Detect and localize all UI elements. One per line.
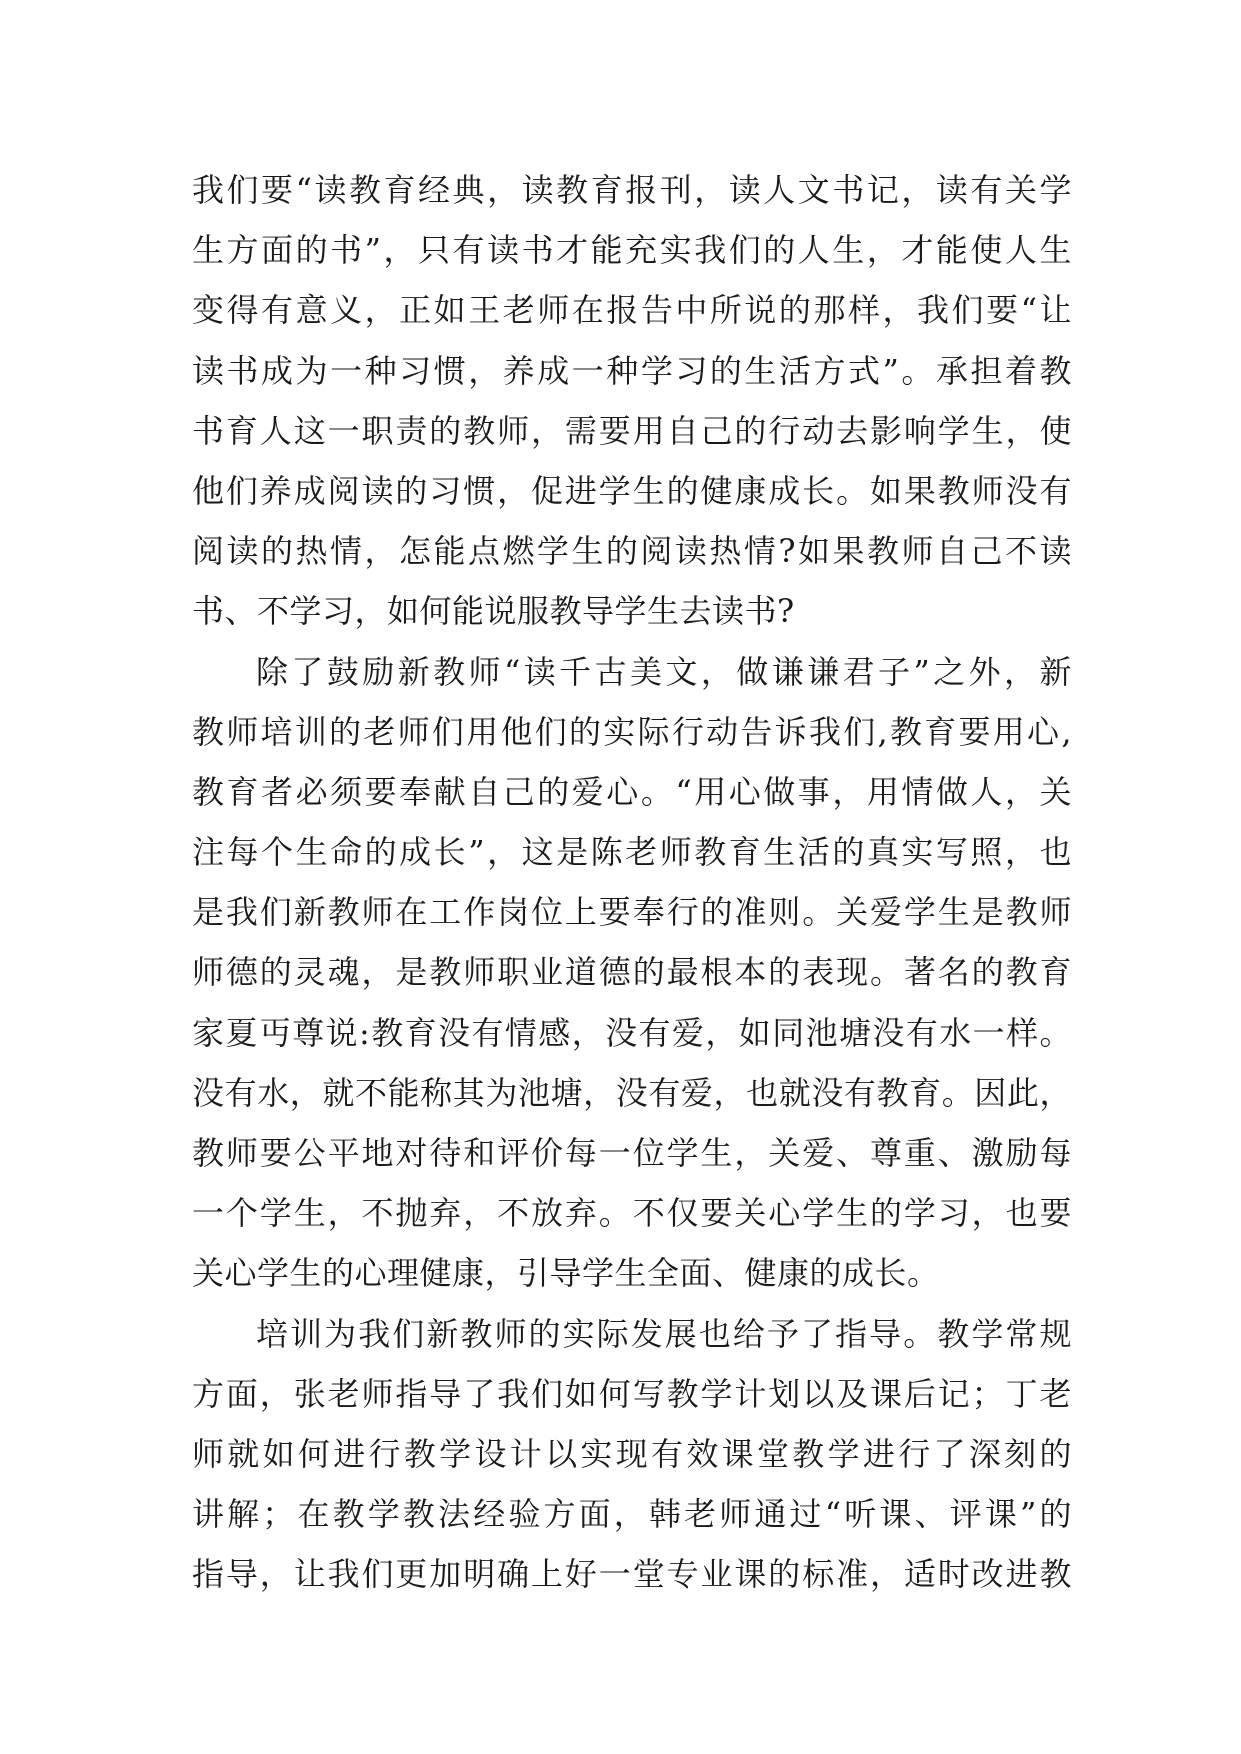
paragraph: [192, 160, 1072, 642]
text-line: 没有水，就不能称其为池塘，没有爱，也就没有教育。因此，: [192, 1073, 1072, 1112]
text-line: 变得有意义，正如王老师在报告中所说的那样，我们要“让: [192, 291, 1072, 330]
text-line: 书、不学习，如何能说服教导学生去读书?: [192, 592, 795, 631]
paragraph: [192, 1304, 1072, 1605]
text-line: 方面，张老师指导了我们如何写教学计划以及课后记；丁老: [192, 1374, 1072, 1413]
text-line: 家夏丏尊说:教育没有情感，没有爱，如同池塘没有水一样。: [192, 1013, 1072, 1052]
text-line: 一个学生，不抛弃，不放弃。不仅要关心学生的学习，也要: [192, 1194, 1072, 1233]
text-line: 讲解；在教学教法经验方面，韩老师通过“听课、评课”的: [192, 1495, 1072, 1534]
text-line: 师就如何进行教学设计以实现有效课堂教学进行了深刻的: [192, 1434, 1072, 1473]
text-line: 教师要公平地对待和评价每一位学生，关爱、尊重、激励每: [192, 1134, 1072, 1172]
text-line: 除了鼓励新教师“读千古美文，做谦谦君子”之外，新: [256, 652, 1072, 691]
text-line: 是我们新教师在工作岗位上要奉行的准则。关爱学生是教师: [192, 893, 1072, 932]
text-line: 阅读的热情，怎能点燃学生的阅读热情?如果教师自己不读: [192, 532, 1072, 571]
text-line: 关心学生的心理健康，引导学生全面、健康的成长。: [192, 1254, 940, 1293]
text-line: 教师培训的老师们用他们的实际行动告诉我们,教育要用心,: [192, 712, 1072, 751]
text-line: 书育人这一职责的教师，需要用自己的行动去影响学生，使: [192, 411, 1072, 450]
text-line: 注每个生命的成长”，这是陈老师教育生活的真实写照，也: [192, 833, 1072, 872]
text-line: 指导，让我们更加明确上好一堂专业课的标准，适时改进教: [192, 1555, 1072, 1594]
text-line: 读书成为一种习惯，养成一种学习的生活方式”。承担着教: [192, 351, 1072, 390]
text-line: 师德的灵魂，是教师职业道德的最根本的表现。著名的教育: [192, 953, 1072, 992]
text-line: 他们养成阅读的习惯，促进学生的健康成长。如果教师没有: [192, 471, 1072, 510]
document-body: [192, 160, 1072, 1605]
text-line: 生方面的书”，只有读书才能充实我们的人生，才能使人生: [192, 231, 1072, 270]
text-line: 培训为我们新教师的实际发展也给予了指导。教学常规: [256, 1314, 1072, 1353]
text-line: 教育者必须要奉献自己的爱心。“用心做事，用情做人，关: [192, 772, 1072, 811]
text-line: 我们要“读教育经典，读教育报刊，读人文书记，读有关学: [192, 171, 1072, 209]
paragraph: [192, 642, 1072, 1304]
